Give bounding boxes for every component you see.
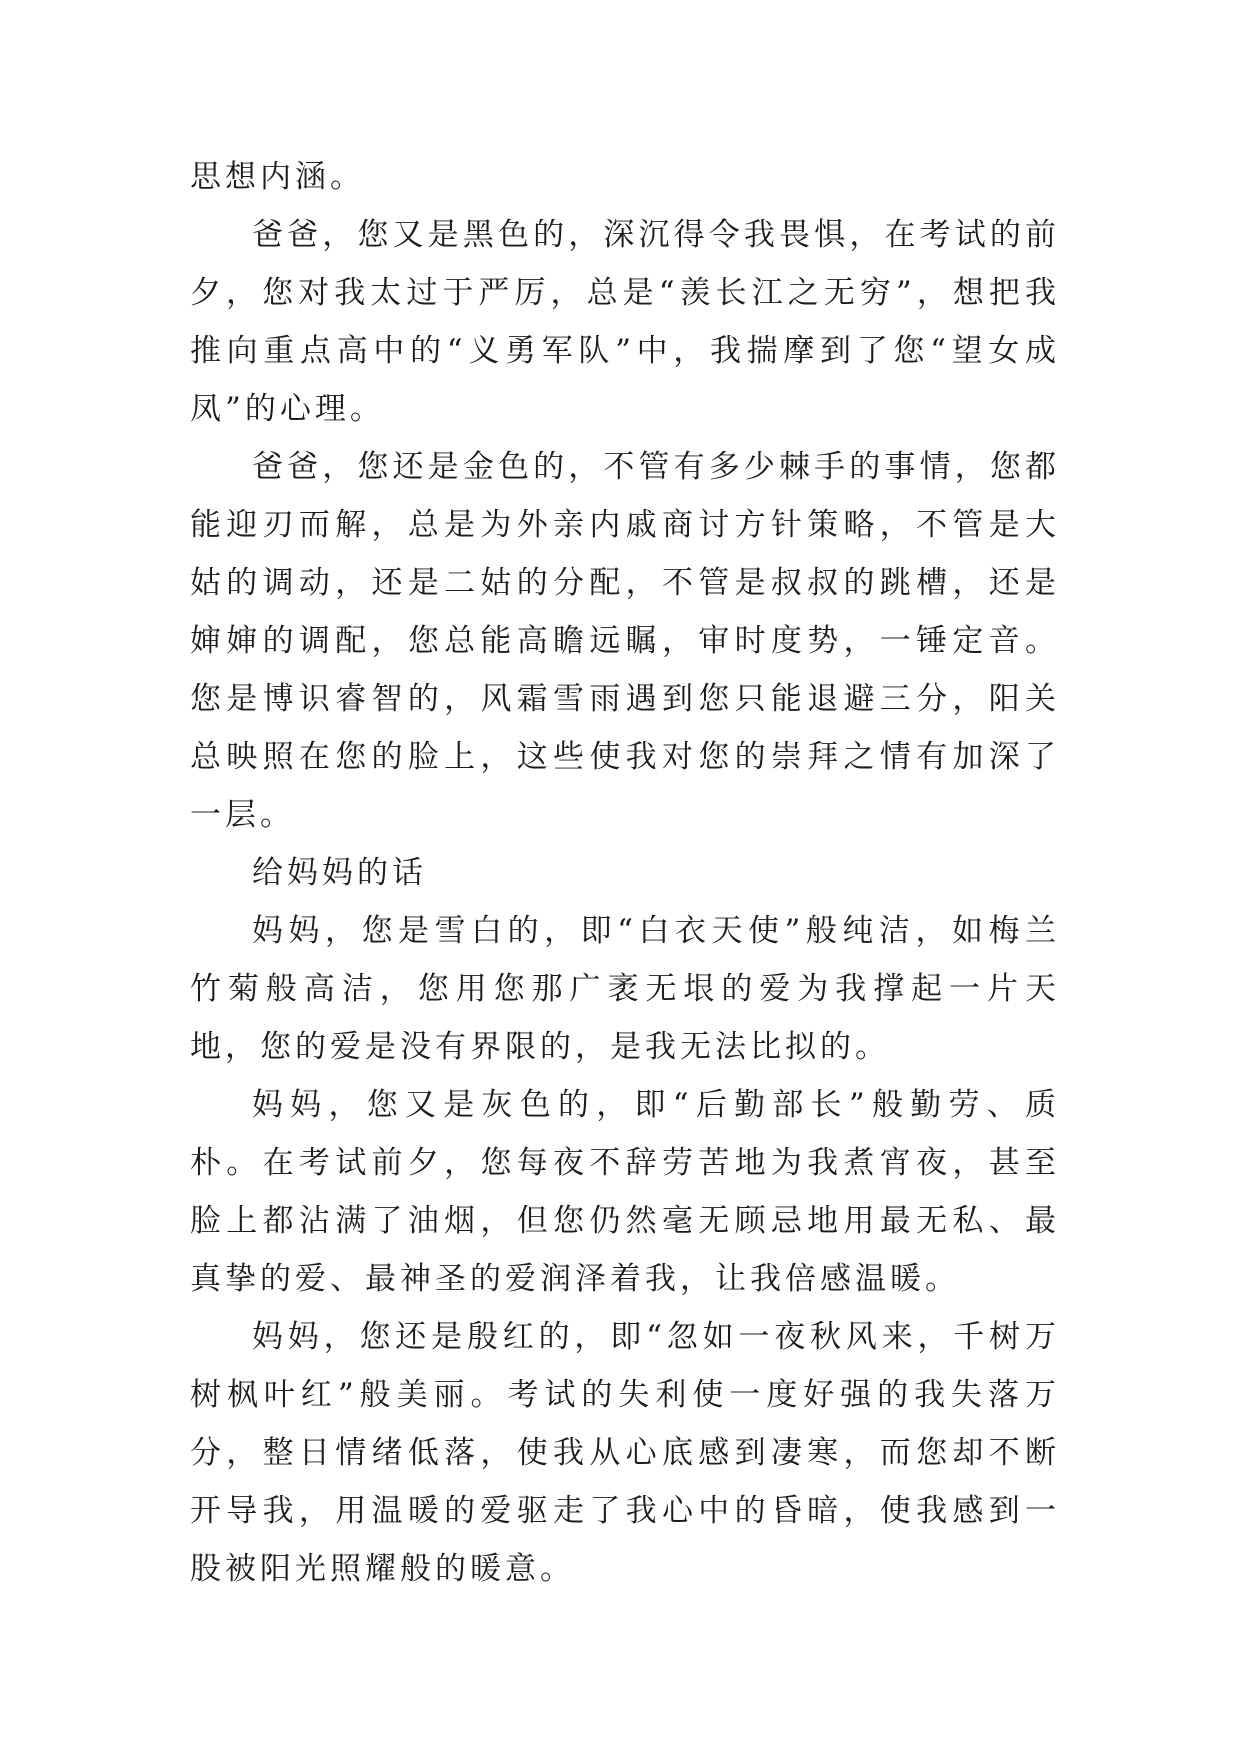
paragraph-mother-gray: 妈妈，您又是灰色的，即“后勤部长”般勤劳、质朴。在考试前夕，您每夜不辞劳苦地为我煮宵夜，甚至脸上都沾满了油烟，但您仍然毫无顾忌地用最无私、最真挚的爱、最神圣的爱润泽着我，让我倍感温暖。 — [190, 1087, 1060, 1297]
section-heading-to-mother: 给妈妈的话 — [252, 855, 427, 891]
paragraph-continuation: 思想内涵。 — [190, 159, 365, 195]
paragraph-mother-crimson: 妈妈，您还是殷红的，即“忽如一夜秋风来，千树万树枫叶红”般美丽。考试的失利使一度好强的我失落万分，整日情绪低落，使我从心底感到凄寒，而您却不断开导我，用温暖的爱驱走了我心中的昏暗，使我感到一股被阳光照耀般的暖意。 — [190, 1319, 1060, 1587]
paragraph-mother-white: 妈妈，您是雪白的，即“白衣天使”般纯洁，如梅兰竹菊般高洁，您用您那广袤无垠的爱为我撑起一片天地，您的爱是没有界限的，是我无法比拟的。 — [190, 913, 1060, 1065]
paragraph-father-gold: 爸爸，您还是金色的，不管有多少棘手的事情，您都能迎刃而解，总是为外亲内戚商讨方针策略，不管是大姑的调动，还是二姑的分配，不管是叔叔的跳槽，还是婶婶的调配，您总能高瞻远瞩，审时度势，一锤定音。您是博识睿智的，风霜雪雨遇到您只能退避三分，阳关总映照在您的脸上，这些使我对您的崇拜之情有加深了一层。 — [190, 449, 1060, 833]
document-body — [190, 148, 1060, 1598]
paragraph-father-black: 爸爸，您又是黑色的，深沉得令我畏惧，在考试的前夕，您对我太过于严厉，总是“羡长江之无穷”，想把我推向重点高中的“义勇军队”中，我揣摩到了您“望女成凤”的心理。 — [190, 217, 1060, 427]
